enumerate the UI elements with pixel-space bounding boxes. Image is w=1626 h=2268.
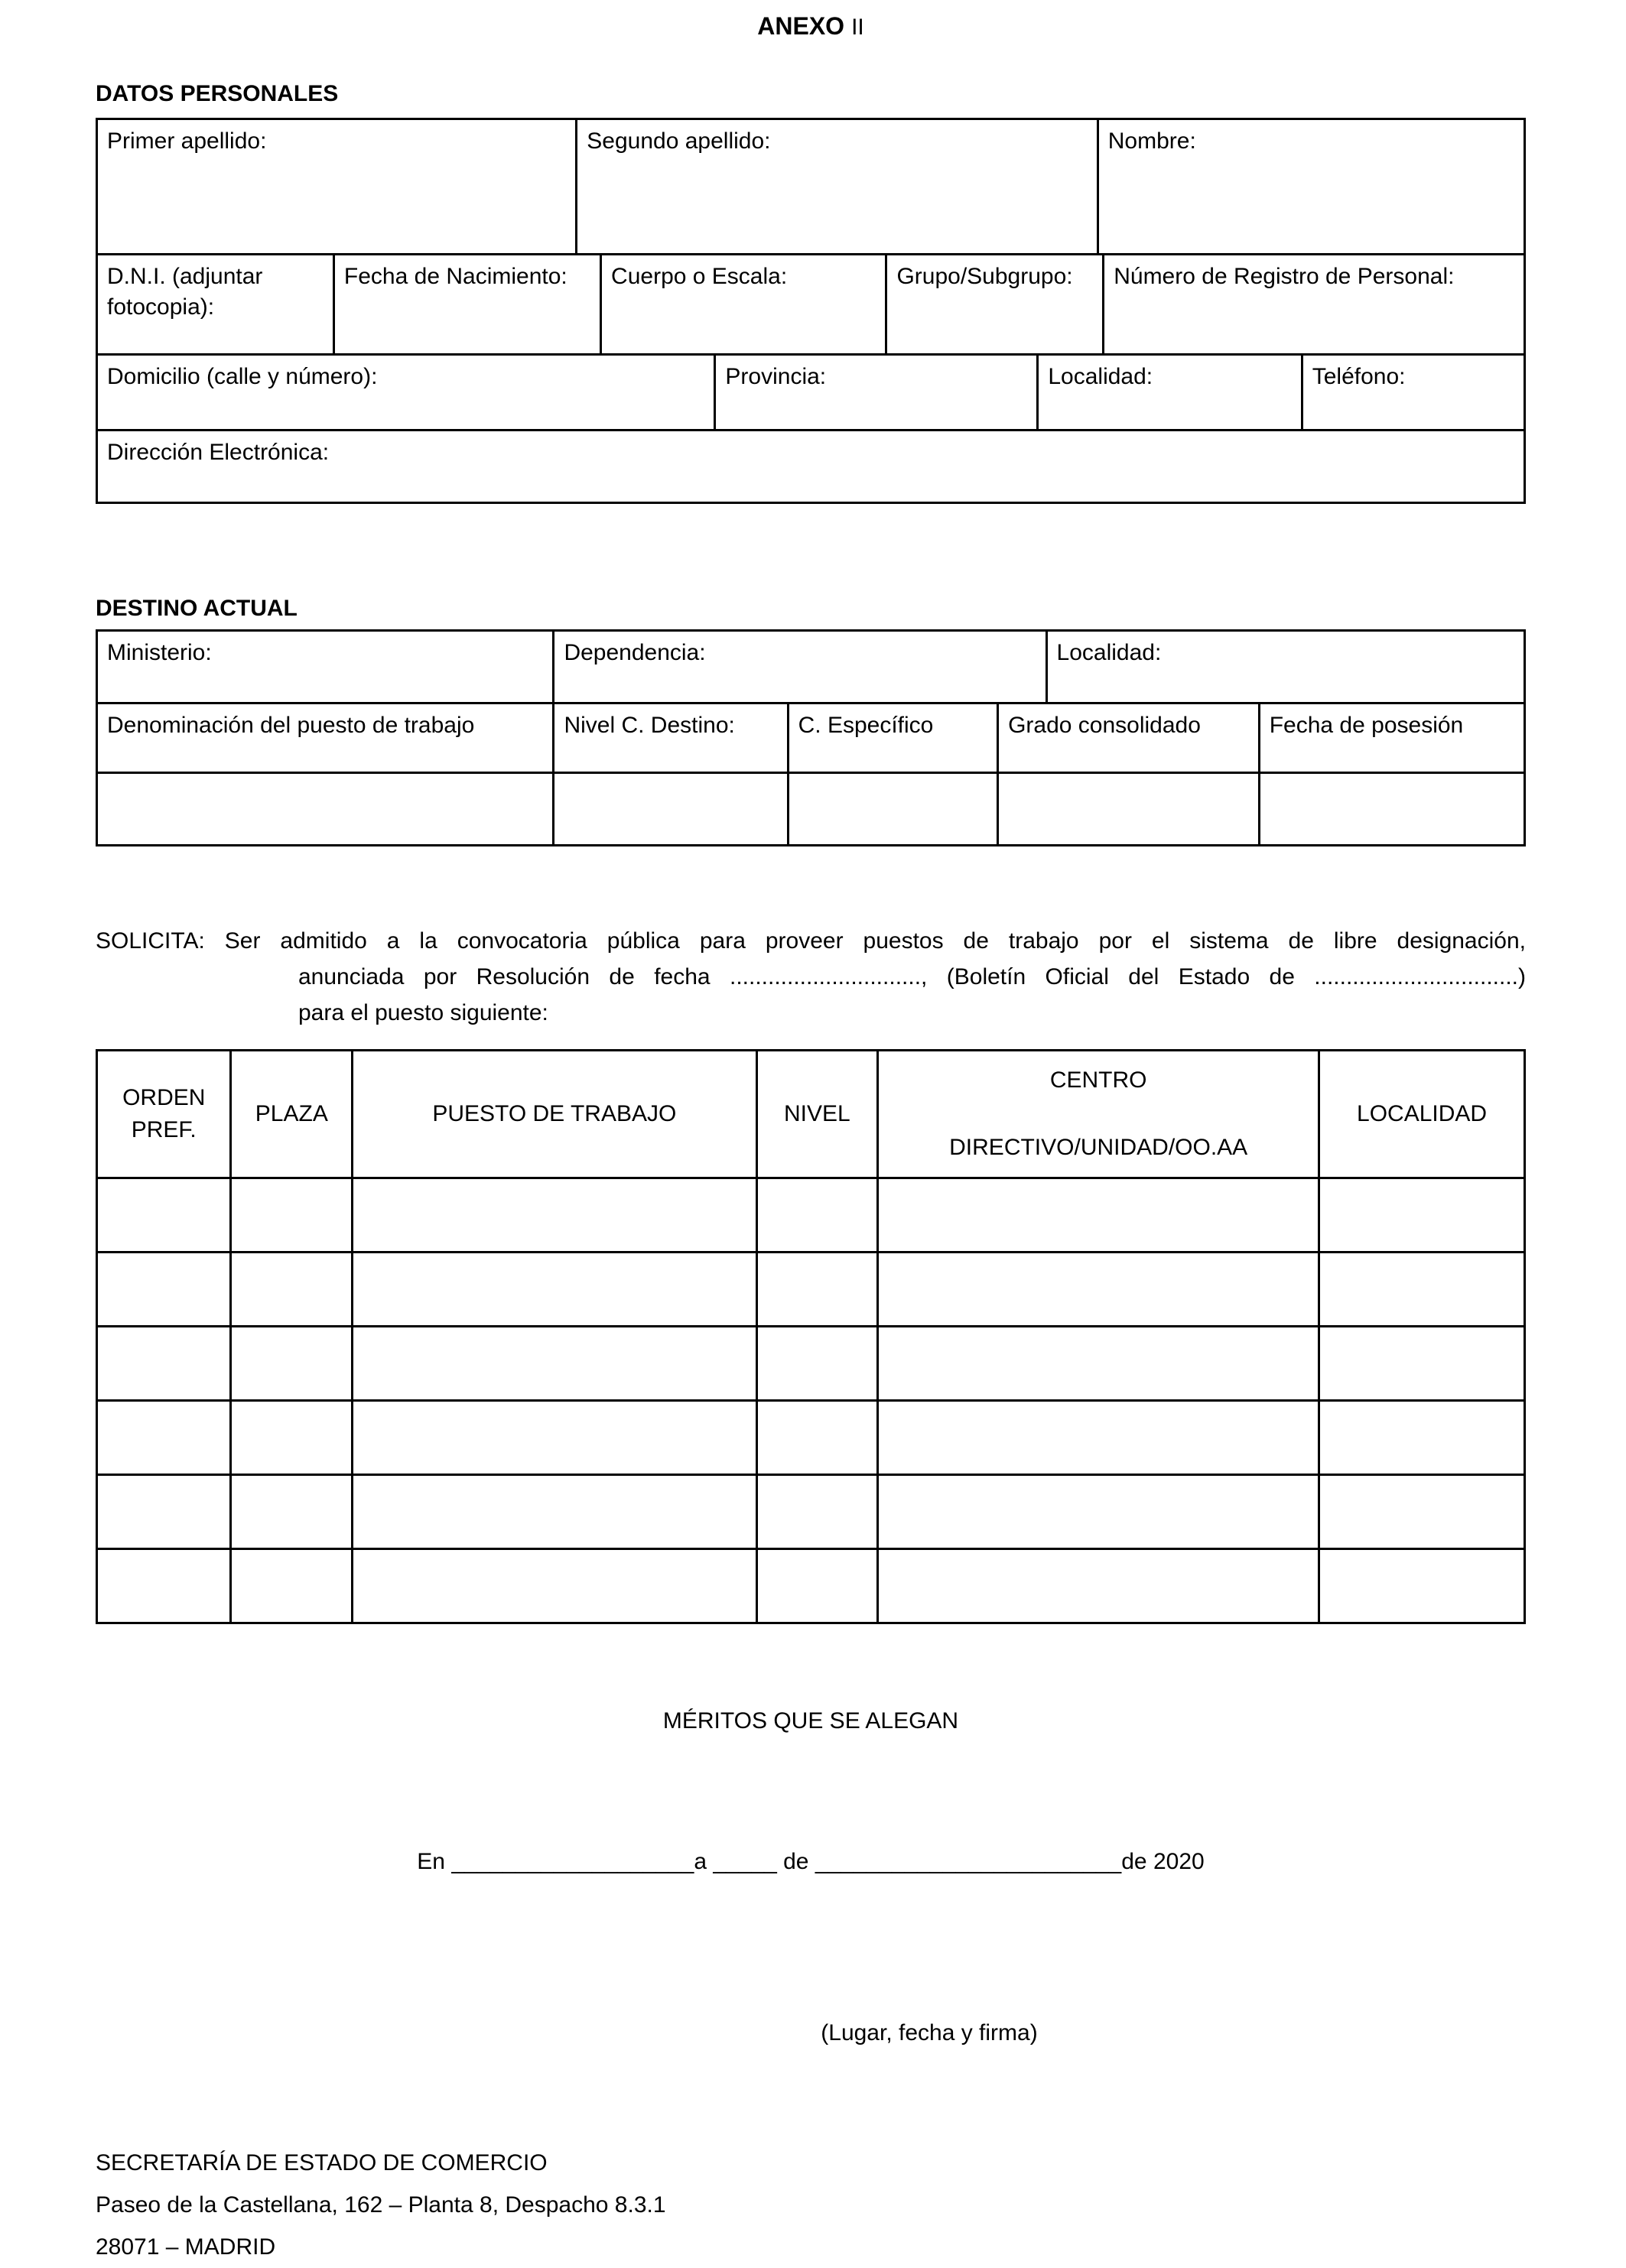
solicita-line1: SOLICITA: Ser admitido a la convocatoria pública para proveer puestos de trabajo por el sistema de libre designación, bbox=[96, 928, 1526, 954]
column-header-plaza: PLAZA bbox=[231, 1051, 353, 1178]
orden-line1: ORDEN bbox=[122, 1085, 206, 1110]
field-segundo-apellido: Segundo apellido: bbox=[577, 119, 1098, 255]
table-row bbox=[97, 631, 1525, 703]
field-denominacion-puesto: Denominación del puesto de trabajo bbox=[97, 703, 554, 773]
empty-cell bbox=[878, 1401, 1319, 1475]
empty-cell bbox=[97, 1401, 231, 1475]
table-row bbox=[97, 431, 1525, 503]
empty-cell bbox=[1319, 1475, 1525, 1549]
empty-cell bbox=[788, 773, 997, 846]
empty-cell bbox=[1319, 1401, 1525, 1475]
footer-address bbox=[96, 2142, 1526, 2268]
field-localidad: Localidad: bbox=[1038, 355, 1302, 431]
table-row bbox=[97, 355, 1525, 431]
empty-cell bbox=[878, 1178, 1319, 1253]
puestos-empty-row bbox=[97, 1327, 1525, 1401]
field-c-especifico: C. Específico bbox=[788, 703, 997, 773]
puestos-empty-row bbox=[97, 1401, 1525, 1475]
destino-actual-table-row2 bbox=[96, 702, 1526, 846]
empty-cell bbox=[878, 1475, 1319, 1549]
empty-cell bbox=[353, 1475, 756, 1549]
puestos-table bbox=[96, 1049, 1526, 1624]
empty-cell bbox=[97, 1475, 231, 1549]
empty-cell bbox=[756, 1475, 878, 1549]
field-telefono: Teléfono: bbox=[1302, 355, 1524, 431]
title-number: II bbox=[851, 15, 864, 40]
empty-cell bbox=[97, 1327, 231, 1401]
empty-cell bbox=[756, 1549, 878, 1623]
field-nombre: Nombre: bbox=[1098, 119, 1524, 255]
field-fecha-nacimiento: Fecha de Nacimiento: bbox=[333, 255, 600, 355]
empty-cell bbox=[554, 773, 788, 846]
puestos-empty-row bbox=[97, 1475, 1525, 1549]
empty-cell bbox=[231, 1549, 353, 1623]
empty-cell bbox=[756, 1401, 878, 1475]
empty-cell bbox=[353, 1253, 756, 1327]
table-row bbox=[97, 119, 1525, 255]
field-dependencia: Dependencia: bbox=[554, 631, 1046, 703]
empty-cell bbox=[756, 1327, 878, 1401]
field-grado-consolidado: Grado consolidado bbox=[998, 703, 1260, 773]
datos-personales-table-row3 bbox=[96, 353, 1526, 431]
empty-cell bbox=[878, 1327, 1319, 1401]
column-header-centro-directivo bbox=[878, 1051, 1319, 1178]
empty-cell bbox=[353, 1549, 756, 1623]
table-row bbox=[97, 773, 1525, 846]
footer-organismo: SECRETARÍA DE ESTADO DE COMERCIO bbox=[96, 2150, 548, 2175]
datos-personales-heading: DATOS PERSONALES bbox=[96, 81, 339, 106]
puestos-empty-row bbox=[97, 1178, 1525, 1253]
field-domicilio: Domicilio (calle y número): bbox=[97, 355, 715, 431]
empty-cell bbox=[97, 1253, 231, 1327]
empty-cell bbox=[878, 1253, 1319, 1327]
empty-cell bbox=[231, 1178, 353, 1253]
column-header-localidad: LOCALIDAD bbox=[1319, 1051, 1525, 1178]
empty-cell bbox=[97, 1178, 231, 1253]
datos-personales-table-row1 bbox=[96, 118, 1526, 255]
footer-ciudad: 28071 – MADRID bbox=[96, 2234, 276, 2260]
empty-cell bbox=[231, 1327, 353, 1401]
destino-actual-table-row1 bbox=[96, 629, 1526, 704]
empty-cell bbox=[756, 1253, 878, 1327]
empty-cell bbox=[878, 1549, 1319, 1623]
empty-cell bbox=[1259, 773, 1524, 846]
field-fecha-posesion: Fecha de posesión bbox=[1259, 703, 1524, 773]
empty-cell bbox=[1319, 1253, 1525, 1327]
solicita-paragraph bbox=[96, 923, 1526, 1031]
page-title bbox=[96, 12, 1526, 43]
field-provincia: Provincia: bbox=[715, 355, 1038, 431]
empty-cell bbox=[1319, 1178, 1525, 1253]
empty-cell bbox=[97, 1549, 231, 1623]
solicita-line3: para el puesto siguiente: bbox=[298, 1000, 548, 1025]
field-grupo-subgrupo: Grupo/Subgrupo: bbox=[886, 255, 1104, 355]
puestos-empty-row bbox=[97, 1253, 1525, 1327]
solicita-line2: anunciada por Resolución de fecha .............................., (Boletín Oficial del Estado de ................................) bbox=[298, 964, 1526, 989]
empty-cell bbox=[353, 1401, 756, 1475]
puestos-header-row bbox=[97, 1051, 1525, 1178]
field-dni: D.N.I. (adjuntar fotocopia): bbox=[97, 255, 334, 355]
empty-cell bbox=[1319, 1549, 1525, 1623]
column-header-orden-pref bbox=[97, 1051, 231, 1178]
title-anexo: ANEXO bbox=[757, 12, 845, 40]
meritos-heading: MÉRITOS QUE SE ALEGAN bbox=[662, 1708, 959, 1733]
empty-cell bbox=[353, 1327, 756, 1401]
field-ministerio: Ministerio: bbox=[97, 631, 554, 703]
empty-cell bbox=[231, 1253, 353, 1327]
empty-cell bbox=[998, 773, 1260, 846]
empty-cell bbox=[756, 1178, 878, 1253]
field-cuerpo-escala: Cuerpo o Escala: bbox=[601, 255, 886, 355]
empty-cell bbox=[1319, 1327, 1525, 1401]
puestos-empty-row bbox=[97, 1549, 1525, 1623]
table-row bbox=[97, 703, 1525, 773]
datos-personales-table-row4 bbox=[96, 429, 1526, 504]
empty-cell bbox=[353, 1178, 756, 1253]
empty-cell bbox=[231, 1401, 353, 1475]
centro-line1: CENTRO bbox=[1049, 1067, 1147, 1093]
field-localidad-destino: Localidad: bbox=[1046, 631, 1524, 703]
table-row bbox=[97, 255, 1525, 355]
date-signature-line: En ___________________a _____ de ________________________de 2020 bbox=[417, 1849, 1205, 1874]
empty-cell bbox=[231, 1475, 353, 1549]
field-primer-apellido: Primer apellido: bbox=[97, 119, 577, 255]
lugar-fecha-firma-caption: (Lugar, fecha y firma) bbox=[821, 2020, 1038, 2045]
field-direccion-electronica: Dirección Electrónica: bbox=[97, 431, 1525, 503]
datos-personales-table-row2 bbox=[96, 253, 1526, 356]
orden-line2: PREF. bbox=[131, 1117, 197, 1142]
column-header-puesto-trabajo: PUESTO DE TRABAJO bbox=[353, 1051, 756, 1178]
field-nivel-c-destino: Nivel C. Destino: bbox=[554, 703, 788, 773]
centro-line2: DIRECTIVO/UNIDAD/OO.AA bbox=[949, 1135, 1248, 1160]
column-header-nivel: NIVEL bbox=[756, 1051, 878, 1178]
footer-direccion: Paseo de la Castellana, 162 – Planta 8, Despacho 8.3.1 bbox=[96, 2192, 666, 2218]
destino-actual-heading: DESTINO ACTUAL bbox=[96, 596, 298, 621]
empty-cell bbox=[97, 773, 554, 846]
field-numero-registro: Número de Registro de Personal: bbox=[1104, 255, 1525, 355]
